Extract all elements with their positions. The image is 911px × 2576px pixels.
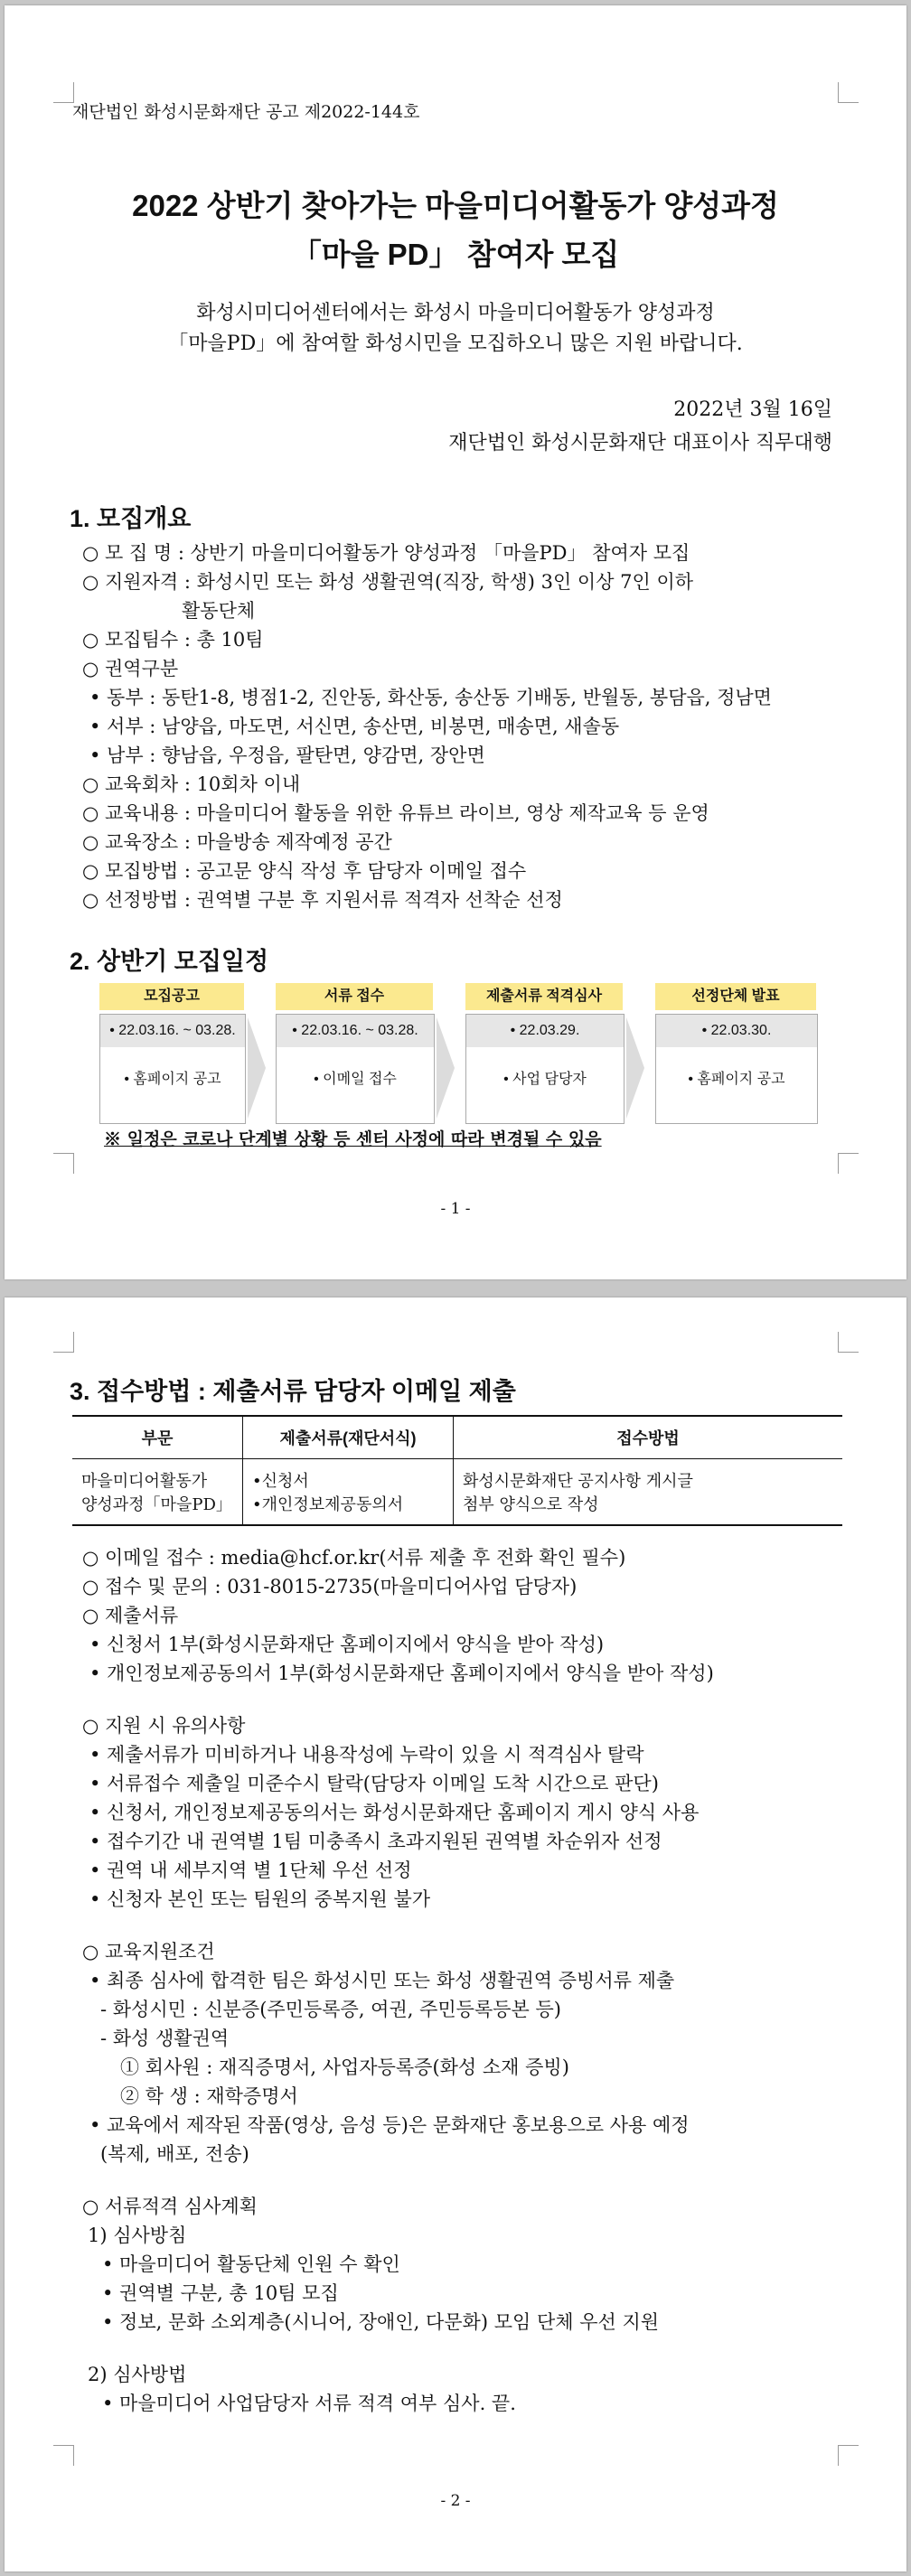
section-1-heading: 1. 모집개요	[70, 505, 192, 532]
document-page-2	[5, 1297, 906, 2571]
body-line: • 신청서, 개인정보제공동의서는 화성시문화재단 홈페이지 게시 양식 사용	[89, 1802, 700, 1823]
region-west: • 서부 : 남양읍, 마도면, 서신면, 송산면, 비봉면, 매송면, 새솔동	[89, 716, 620, 737]
table-header: 부문	[72, 1416, 243, 1459]
schedule-step-desc: • 홈페이지 공고	[124, 1072, 221, 1087]
body-line: • 신청자 본인 또는 팀원의 중복지원 불가	[89, 1888, 431, 1910]
cell-line: •신청서	[252, 1472, 309, 1491]
body-line: • 접수기간 내 권역별 1팀 미충족시 초과지원된 권역별 차순위자 선정	[89, 1831, 662, 1852]
margin-corner-mark	[838, 1153, 859, 1174]
schedule-step-desc: • 이메일 접수	[314, 1072, 397, 1087]
body-line: • 서류접수 제출일 미준수시 탈락(담당자 이메일 도착 시간으로 판단)	[89, 1773, 659, 1794]
overview-item: ○ 지원자격 : 화성시민 또는 화성 생활권역(직장, 학생) 3인 이상 7인 이하	[82, 571, 694, 593]
overview-item: ○ 선정방법 : 권역별 구분 후 지원서류 적격자 선착순 선정	[82, 889, 563, 911]
overview-item: ○ 교육장소 : 마을방송 제작예정 공간	[82, 831, 392, 853]
table-cell	[243, 1459, 454, 1526]
margin-corner-mark	[53, 82, 74, 103]
body-line: • 최종 심사에 합격한 팀은 화성시민 또는 화성 생활권역 증빙서류 제출	[89, 1970, 675, 1991]
region-east: • 동부 : 동탄1-8, 병점1-2, 진안동, 화산동, 송산동 기배동, 반월동, 봉담읍, 정남면	[89, 687, 772, 708]
document-title-line-1: 2022 상반기 찾아가는 마을미디어활동가 양성과정	[132, 189, 779, 222]
schedule-step-desc: • 사업 담당자	[503, 1072, 587, 1087]
body-line: • 교육에서 제작된 작품(영상, 음성 등)은 문화재단 홍보용으로 사용 예정	[89, 2114, 690, 2136]
body-line: • 정보, 문화 소외계층(시니어, 장애인, 다문화) 모임 단체 우선 지원	[102, 2311, 660, 2333]
schedule-step-4	[655, 1014, 818, 1124]
schedule-step-date: • 22.03.29.	[466, 1015, 624, 1047]
intro-line-1: 화성시미디어센터에서는 화성시 마을미디어활동가 양성과정	[196, 302, 715, 324]
body-line: ○ 제출서류	[82, 1605, 179, 1626]
issuer: 재단법인 화성시문화재단 대표이사 직무대행	[448, 432, 832, 454]
cell-line: •개인정보제공동의서	[252, 1495, 404, 1514]
overview-item: ○ 모집팀수 : 총 10팀	[82, 629, 264, 651]
body-line: ○ 지원 시 유의사항	[82, 1715, 246, 1737]
overview-item: ○ 교육회차 : 10회차 이내	[82, 773, 301, 795]
body-line: ○ 접수 및 문의 : 031-8015-2735(마을미디어사업 담당자)	[82, 1576, 578, 1597]
margin-corner-mark	[838, 2445, 859, 2466]
cell-line: 마을미디어활동가	[81, 1472, 208, 1491]
document-page-1	[5, 5, 906, 1279]
table-cell	[72, 1459, 243, 1526]
section-2-heading: 2. 상반기 모집일정	[70, 948, 269, 975]
overview-item: ○ 모 집 명 : 상반기 마을미디어활동가 양성과정 「마을PD」 참여자 모집	[82, 542, 690, 564]
overview-item: ○ 교육내용 : 마을미디어 활동을 위한 유튜브 라이브, 영상 제작교육 등 운영	[82, 802, 709, 824]
body-line: • 마을미디어 활동단체 인원 수 확인	[102, 2253, 400, 2275]
schedule-step-date: • 22.03.30.	[656, 1015, 817, 1047]
margin-corner-mark	[53, 2445, 74, 2466]
body-line: • 제출서류가 미비하거나 내용작성에 누락이 있을 시 적격심사 탈락	[89, 1744, 644, 1766]
schedule-step-3	[465, 1014, 625, 1124]
schedule-step-2-title: 서류 접수	[276, 983, 433, 1010]
margin-corner-mark	[53, 1153, 74, 1174]
table-header: 제출서류(재단서식)	[243, 1416, 454, 1459]
body-line: • 마을미디어 사업담당자 서류 적격 여부 심사. 끝.	[102, 2393, 516, 2414]
page-number: - 1 -	[440, 1200, 471, 1218]
body-line: • 개인정보제공동의서 1부(화성시문화재단 홈페이지에서 양식을 받아 작성)	[89, 1663, 714, 1684]
body-line: • 권역별 구분, 총 10팀 모집	[102, 2282, 339, 2304]
margin-corner-mark	[53, 1332, 74, 1353]
announcement-number: 재단법인 화성시문화재단 공고 제2022-144호	[72, 102, 420, 122]
body-line: 2) 심사방법	[88, 2364, 187, 2385]
cell-line: 첨부 양식으로 작성	[463, 1495, 599, 1514]
submission-table	[72, 1415, 842, 1526]
schedule-step-1	[99, 1014, 246, 1124]
chevron-right-icon	[626, 1017, 644, 1119]
table-row	[72, 1459, 842, 1526]
schedule-step-2	[276, 1014, 435, 1124]
page-number: - 2 -	[440, 2492, 471, 2510]
schedule-step-1-title: 모집공고	[99, 983, 244, 1010]
chevron-right-icon	[248, 1017, 266, 1119]
table-cell	[454, 1459, 843, 1526]
intro-line-2: 「마을PD」에 참여할 화성시민을 모집하오니 많은 지원 바랍니다.	[168, 333, 743, 355]
cell-line: 양성과정「마을PD」	[81, 1495, 232, 1514]
body-line[interactable]: ○ 이메일 접수 : media@hcf.or.kr(서류 제출 후 전화 확인 필수)	[82, 1547, 626, 1569]
body-line: ① 회사원 : 재직증명서, 사업자등록증(화성 소재 증빙)	[120, 2056, 569, 2078]
body-line: • 신청서 1부(화성시문화재단 홈페이지에서 양식을 받아 작성)	[89, 1634, 605, 1655]
body-line: ○ 교육지원조건	[82, 1941, 215, 1962]
schedule-step-date: • 22.03.16. ~ 03.28.	[100, 1015, 245, 1047]
region-south: • 남부 : 향남읍, 우정읍, 팔탄면, 양감면, 장안면	[89, 745, 485, 766]
cell-line: 화성시문화재단 공지사항 게시글	[463, 1472, 693, 1491]
body-line: 1) 심사방침	[88, 2225, 187, 2246]
schedule-step-4-title: 선정단체 발표	[655, 983, 816, 1010]
document-title-line-2: 「마을 PD」 참여자 모집	[291, 238, 620, 271]
overview-item-continued: 활동단체	[182, 600, 256, 622]
schedule-step-desc: • 홈페이지 공고	[688, 1072, 785, 1087]
body-line: ② 학 생 : 재학증명서	[120, 2085, 298, 2107]
schedule-step-date: • 22.03.16. ~ 03.28.	[277, 1015, 434, 1047]
body-line: ○ 서류적격 심사계획	[82, 2196, 258, 2217]
announcement-date: 2022년 3월 16일	[673, 398, 832, 421]
body-line: - 화성 생활권역	[100, 2028, 230, 2049]
margin-corner-mark	[838, 82, 859, 103]
table-header: 접수방법	[454, 1416, 843, 1459]
body-line: - 화성시민 : 신분증(주민등록증, 여권, 주민등록등본 등)	[100, 1999, 561, 2020]
margin-corner-mark	[838, 1332, 859, 1353]
schedule-step-3-title: 제출서류 적격심사	[465, 983, 623, 1010]
section-3-heading: 3. 접수방법 : 제출서류 담당자 이메일 제출	[70, 1378, 516, 1405]
chevron-right-icon	[437, 1017, 455, 1119]
schedule-note: ※ 일정은 코로나 단계별 상황 등 센터 사정에 따라 변경될 수 있음	[104, 1129, 602, 1149]
overview-item: ○ 모집방법 : 공고문 양식 작성 후 담당자 이메일 접수	[82, 860, 527, 882]
body-line: • 권역 내 세부지역 별 1단체 우선 선정	[89, 1859, 412, 1881]
overview-item: ○ 권역구분	[82, 658, 179, 679]
body-line: (복제, 배포, 전송)	[100, 2143, 249, 2165]
